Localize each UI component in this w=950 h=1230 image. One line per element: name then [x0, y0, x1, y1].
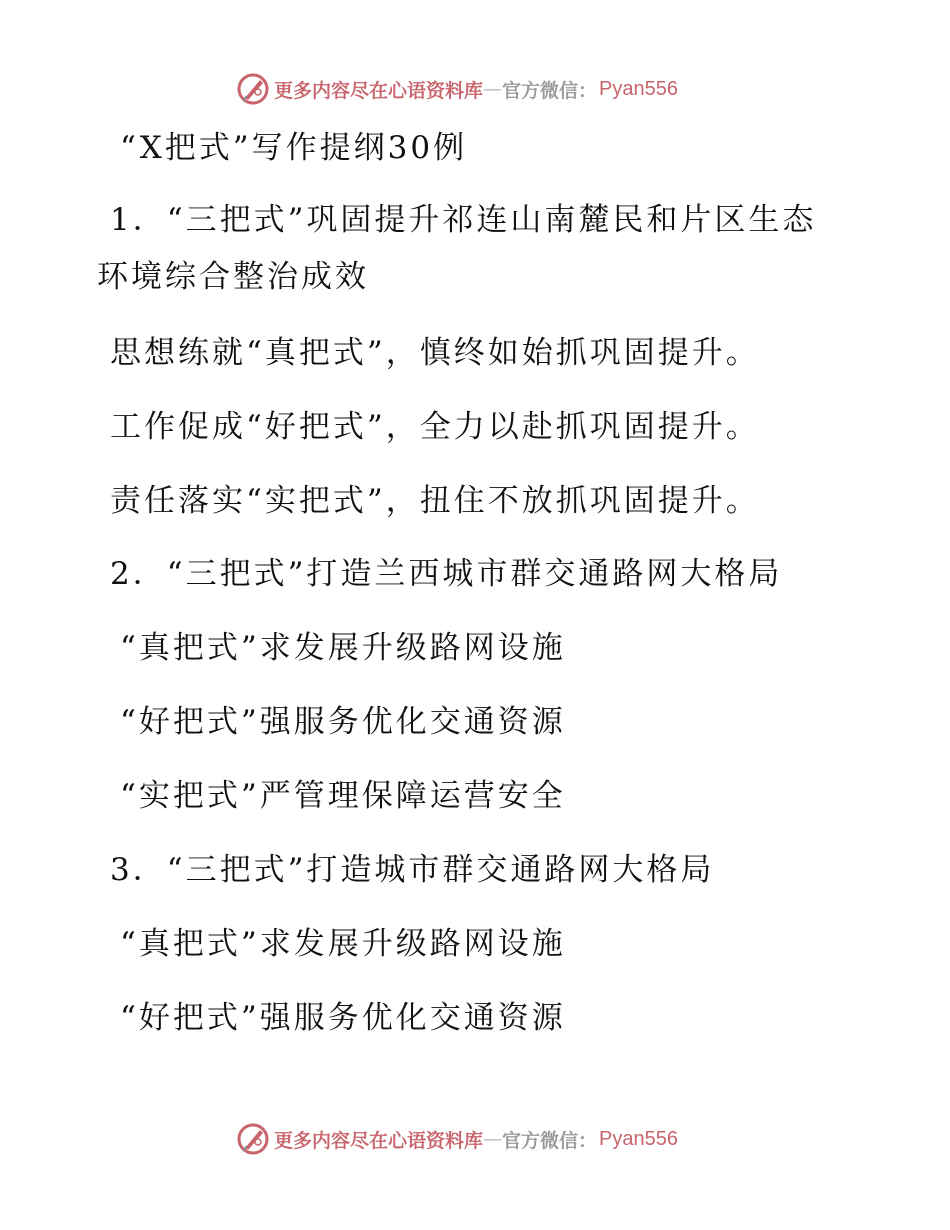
banner-official-label: 官方微信： [502, 1129, 598, 1152]
banner-wechat-id: Pyan556 [599, 77, 678, 100]
banner-site-text: 更多内容尽在心语资料库 [274, 1129, 484, 1152]
item-1-heading-continued: 环境综合整治成效 [97, 259, 369, 295]
item-1-point-3: 责任落实“实把式”，扭住不放抓巩固提升。 [110, 483, 760, 519]
quill-pen-logo-icon [236, 1122, 270, 1156]
item-2-point-1: “真把式”求发展升级路网设施 [120, 630, 566, 666]
item-1-heading: 1．“三把式”巩固提升祁连山南麓民和片区生态 [110, 202, 817, 238]
item-2-point-2: “好把式”强服务优化交通资源 [120, 704, 566, 740]
item-2-point-3: “实把式”严管理保障运营安全 [120, 778, 566, 814]
item-3-point-2: “好把式”强服务优化交通资源 [120, 1000, 566, 1036]
banner-wechat-id: Pyan556 [599, 1127, 678, 1150]
item-3-heading: 3．“三把式”打造城市群交通路网大格局 [110, 852, 715, 888]
document-title: “X把式”写作提纲30例 [120, 130, 468, 166]
banner-official-label: 官方微信： [502, 79, 598, 102]
item-1-point-1: 思想练就“真把式”，慎终如始抓巩固提升。 [110, 335, 760, 371]
item-1-point-2: 工作促成“好把式”，全力以赴抓巩固提升。 [110, 409, 760, 445]
banner-dash: — [483, 78, 503, 100]
header-banner [236, 72, 678, 106]
item-2-heading: 2．“三把式”打造兰西城市群交通路网大格局 [110, 556, 783, 592]
footer-banner [236, 1122, 678, 1156]
banner-site-text: 更多内容尽在心语资料库 [274, 79, 484, 102]
banner-dash: — [483, 1128, 503, 1150]
item-3-point-1: “真把式”求发展升级路网设施 [120, 926, 566, 962]
quill-pen-logo-icon [236, 72, 270, 106]
